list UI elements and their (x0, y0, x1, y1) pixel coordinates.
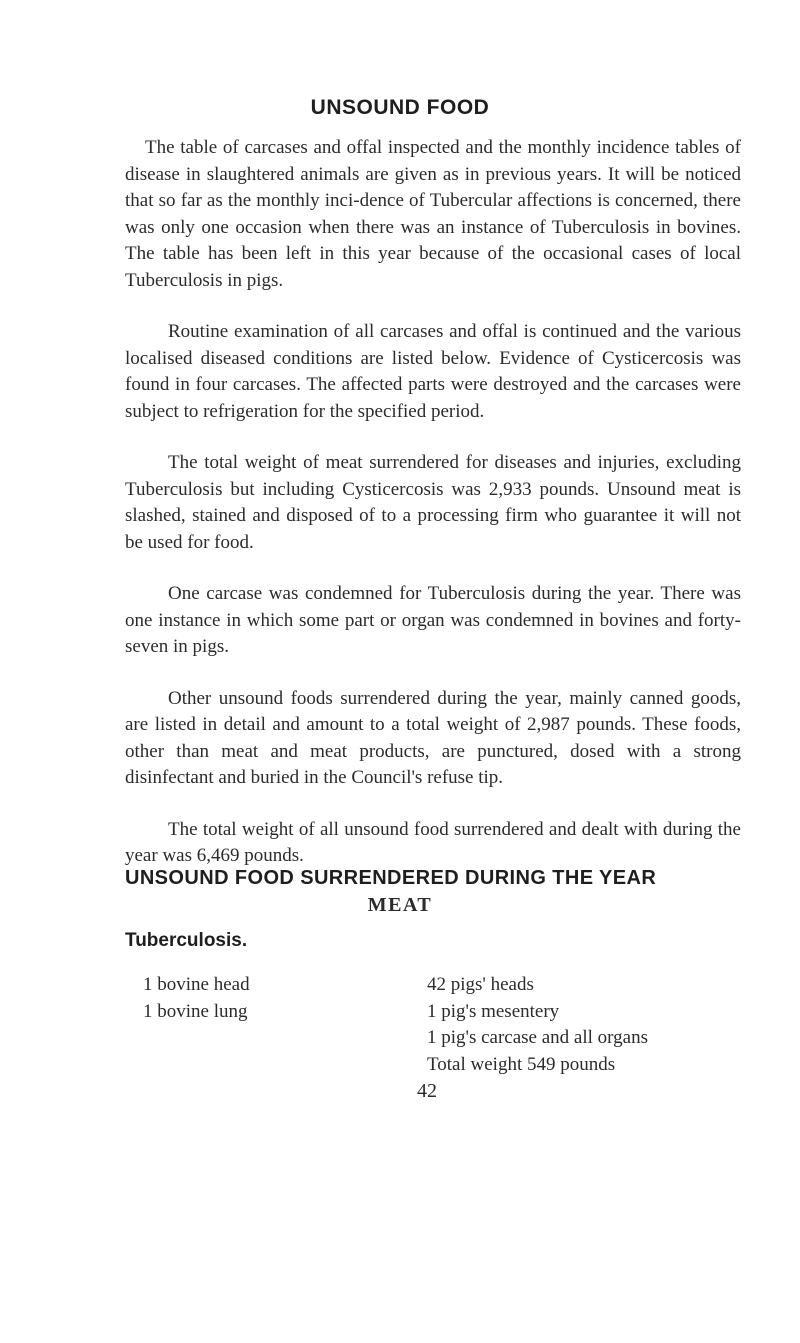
list-item: 1 pig's mesentery (427, 1000, 560, 1022)
body-text (125, 135, 741, 895)
meat-subheading: MEAT (367, 894, 433, 916)
tuberculosis-category: Tuberculosis. (125, 930, 248, 951)
list-item: 1 bovine lung (143, 1000, 248, 1022)
page-number: 42 (417, 1080, 437, 1102)
paragraph: One carcase was condemned for Tuberculosis during the year. There was one instance in which some part or organ was condemned in bovines and forty-seven in pigs. (125, 583, 741, 657)
list-item: 1 pig's carcase and all organs (427, 1027, 648, 1048)
paragraph: The table of carcases and offal inspected and the monthly incidence tables of disease in slaughtered animals are given as in previous years. It will be noticed that so far as the monthly inci-dence of Tubercular affections is concerned, there was only one occasion when there was an instance of Tuberculosis in bovines. The table has been left in this year because of the occasional cases of local Tuberculosis in pigs. (125, 137, 741, 291)
page-title: UNSOUND FOOD (310, 96, 490, 119)
paragraph: The total weight of all unsound food surrendered and dealt with during the year was 6,469 pounds. (125, 818, 741, 866)
list-item: 42 pigs' heads (427, 974, 534, 995)
list-item: 1 bovine head (143, 974, 250, 995)
list-item: Total weight 549 pounds (427, 1053, 616, 1075)
pig-items-list (427, 972, 648, 1078)
paragraph: The total weight of meat surrendered for diseases and injuries, excluding Tuberculosis but including Cysticercosis was 2,933 pounds. Unsound meat is slashed, stained and disposed of to a processing firm who guarantee it will not be used for food. (125, 452, 741, 553)
section-heading: UNSOUND FOOD SURRENDERED DURING THE YEAR (125, 867, 657, 889)
paragraph: Other unsound foods surrendered during the year, mainly canned goods, are listed in detail and amount to a total weight of 2,987 pounds. These foods, other than meat and meat products, are punctured, dosed with a strong disinfectant and buried in the Council's refuse tip. (125, 687, 741, 788)
paragraph: Routine examination of all carcases and offal is continued and the various localised diseased conditions are listed below. Evidence of Cysticercosis was found in four carcases. The affected parts were destroyed and the carcases were subject to refrigeration for the specified period. (125, 321, 741, 422)
bovine-items-list (143, 972, 250, 1025)
